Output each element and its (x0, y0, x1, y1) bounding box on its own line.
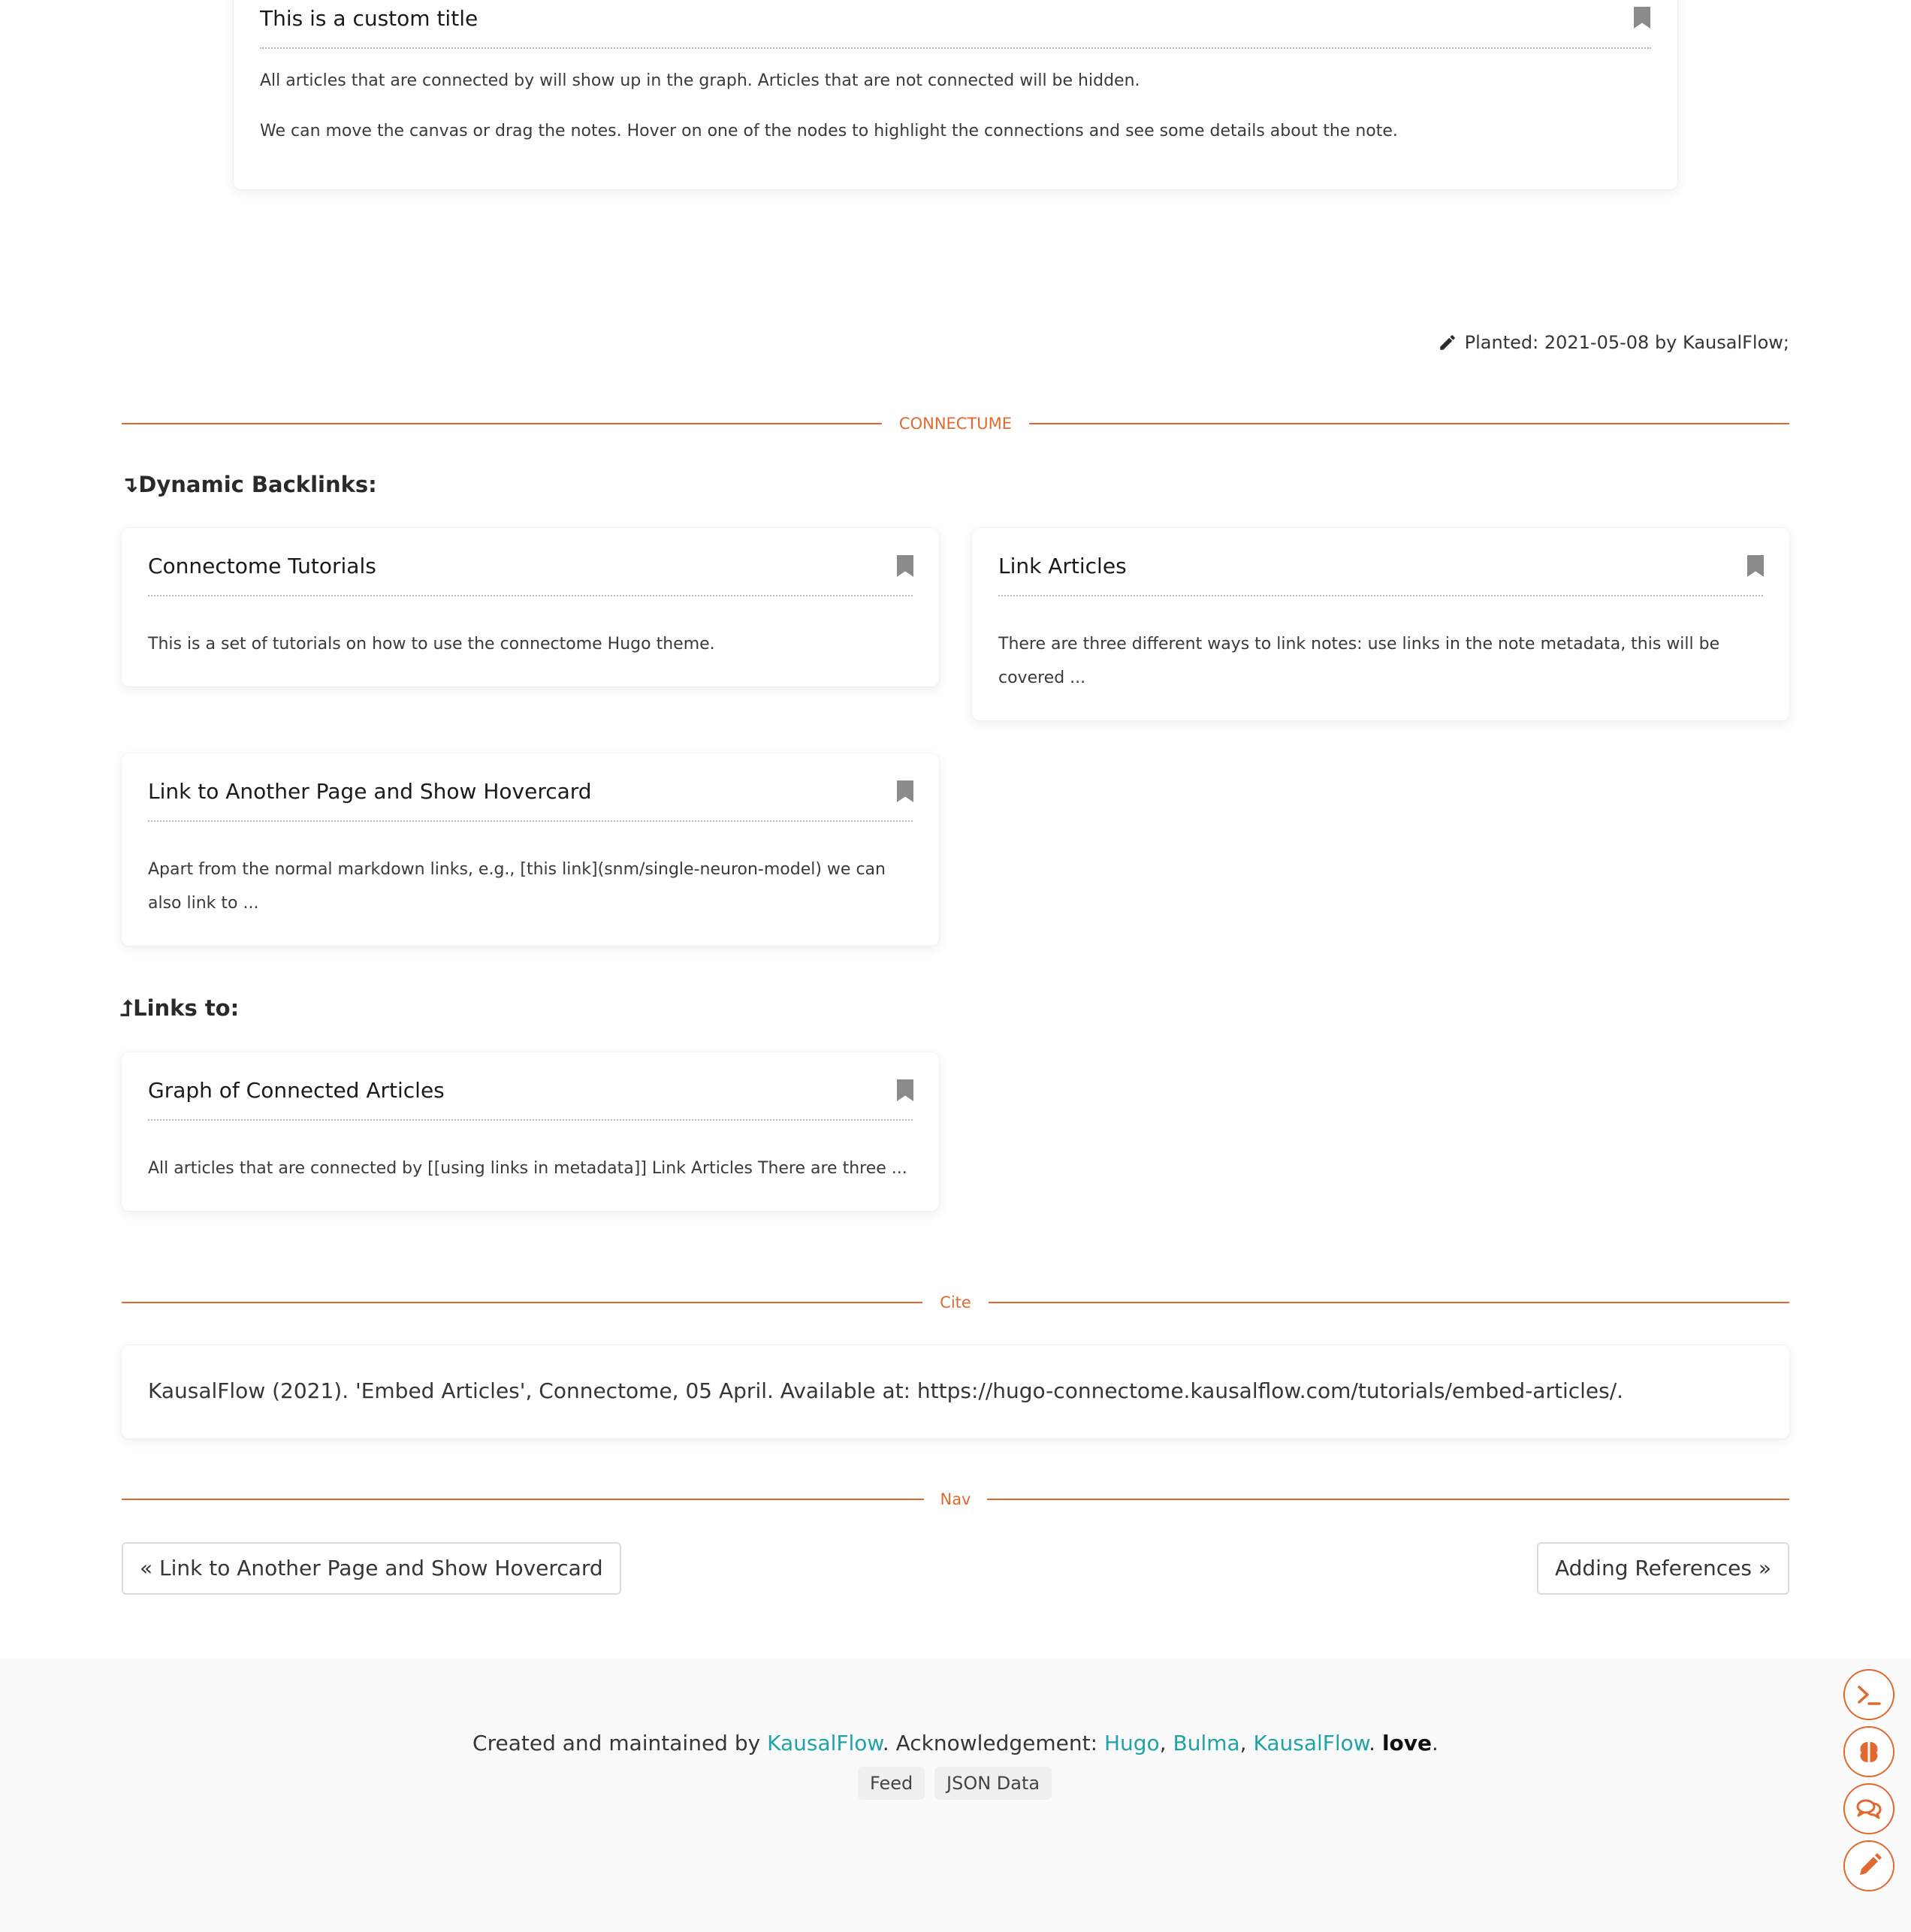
cite-divider (122, 1291, 1789, 1314)
nav-divider-label: Nav (940, 1490, 971, 1508)
cite-card (122, 1345, 1789, 1438)
json-data-tag[interactable]: JSON Data (934, 1767, 1052, 1800)
terminal-icon (1845, 1671, 1893, 1719)
backlink-card-title[interactable]: Link Articles (998, 554, 1763, 596)
edit-button[interactable] (1843, 1840, 1894, 1891)
connectume-divider-label: CONNECTUME (898, 415, 1013, 433)
footer-bulma-link[interactable]: Bulma (1173, 1731, 1240, 1755)
cite-divider-label: Cite (940, 1294, 971, 1312)
terminal-button[interactable] (1843, 1669, 1894, 1720)
backlink-card-excerpt: This is a set of tutorials on how to use the connectome Hugo theme. (148, 635, 715, 654)
prev-article-button[interactable]: « Link to Another Page and Show Hovercard (122, 1542, 621, 1595)
pencil-icon (1438, 333, 1457, 352)
connectume-divider (122, 412, 1789, 435)
embedded-card-title[interactable]: This is a custom title (260, 6, 1651, 49)
feed-tag[interactable]: Feed (858, 1767, 925, 1800)
links-to-card[interactable] (122, 1052, 939, 1211)
comments-button[interactable] (1843, 1783, 1894, 1834)
footer-hugo-link[interactable]: Hugo (1103, 1731, 1160, 1755)
brain-button[interactable] (1843, 1726, 1894, 1777)
backlink-card-excerpt: There are three different ways to link notes: use links in the note metadata, this will be covered ... (998, 635, 1720, 687)
backlink-card[interactable] (122, 528, 939, 687)
planted-meta (1438, 332, 1789, 353)
footer-author-link[interactable]: KausalFlow (767, 1731, 883, 1755)
pencil-icon (1845, 1842, 1893, 1890)
backlink-card[interactable] (122, 753, 939, 946)
links-to-heading: ⮥Links to: (120, 995, 240, 1021)
backlink-card[interactable] (972, 528, 1789, 720)
links-to-card-title[interactable]: Graph of Connected Articles (148, 1078, 913, 1121)
footer-kausalflow-link[interactable]: KausalFlow (1253, 1731, 1369, 1755)
links-to-card-excerpt: All articles that are connected by [[using links in metadata]] Link Articles There are three ... (148, 1159, 907, 1178)
embedded-card-paragraph: All articles that are connected by will show up in the graph. Articles that are not connected will be hidden. (260, 71, 1140, 90)
citation-text: KausalFlow (2021). 'Embed Articles', Connectome, 05 April. Available at: https://hugo-connectome.kausalflow.com/tutorials/embed-articles/. (148, 1378, 1624, 1403)
footer-love: love (1381, 1731, 1432, 1755)
next-article-button[interactable]: Adding References » (1537, 1542, 1789, 1595)
backlink-card-title[interactable]: Connectome Tutorials (148, 554, 913, 596)
backlink-card-title[interactable]: Link to Another Page and Show Hovercard (148, 779, 913, 822)
footer-credits: Created and maintained by KausalFlow. Acknowledgement: Hugo, Bulma, KausalFlow. love. (472, 1731, 1439, 1755)
nav-divider (122, 1488, 1789, 1511)
embedded-card-paragraph: We can move the canvas or drag the notes. Hover on one of the nodes to highlight the connections and see some details about the note. (260, 122, 1398, 140)
chat-icon (1845, 1785, 1893, 1833)
embedded-article-card (234, 0, 1677, 189)
footer (0, 1659, 1911, 1932)
backlink-card-excerpt: Apart from the normal markdown links, e.g., [this link](snm/single-neuron-model) we can also link to ... (148, 860, 886, 913)
backlinks-heading: ↴Dynamic Backlinks: (120, 472, 377, 497)
brain-icon (1845, 1728, 1893, 1776)
planted-text: Planted: 2021-05-08 by KausalFlow; (1464, 332, 1789, 353)
